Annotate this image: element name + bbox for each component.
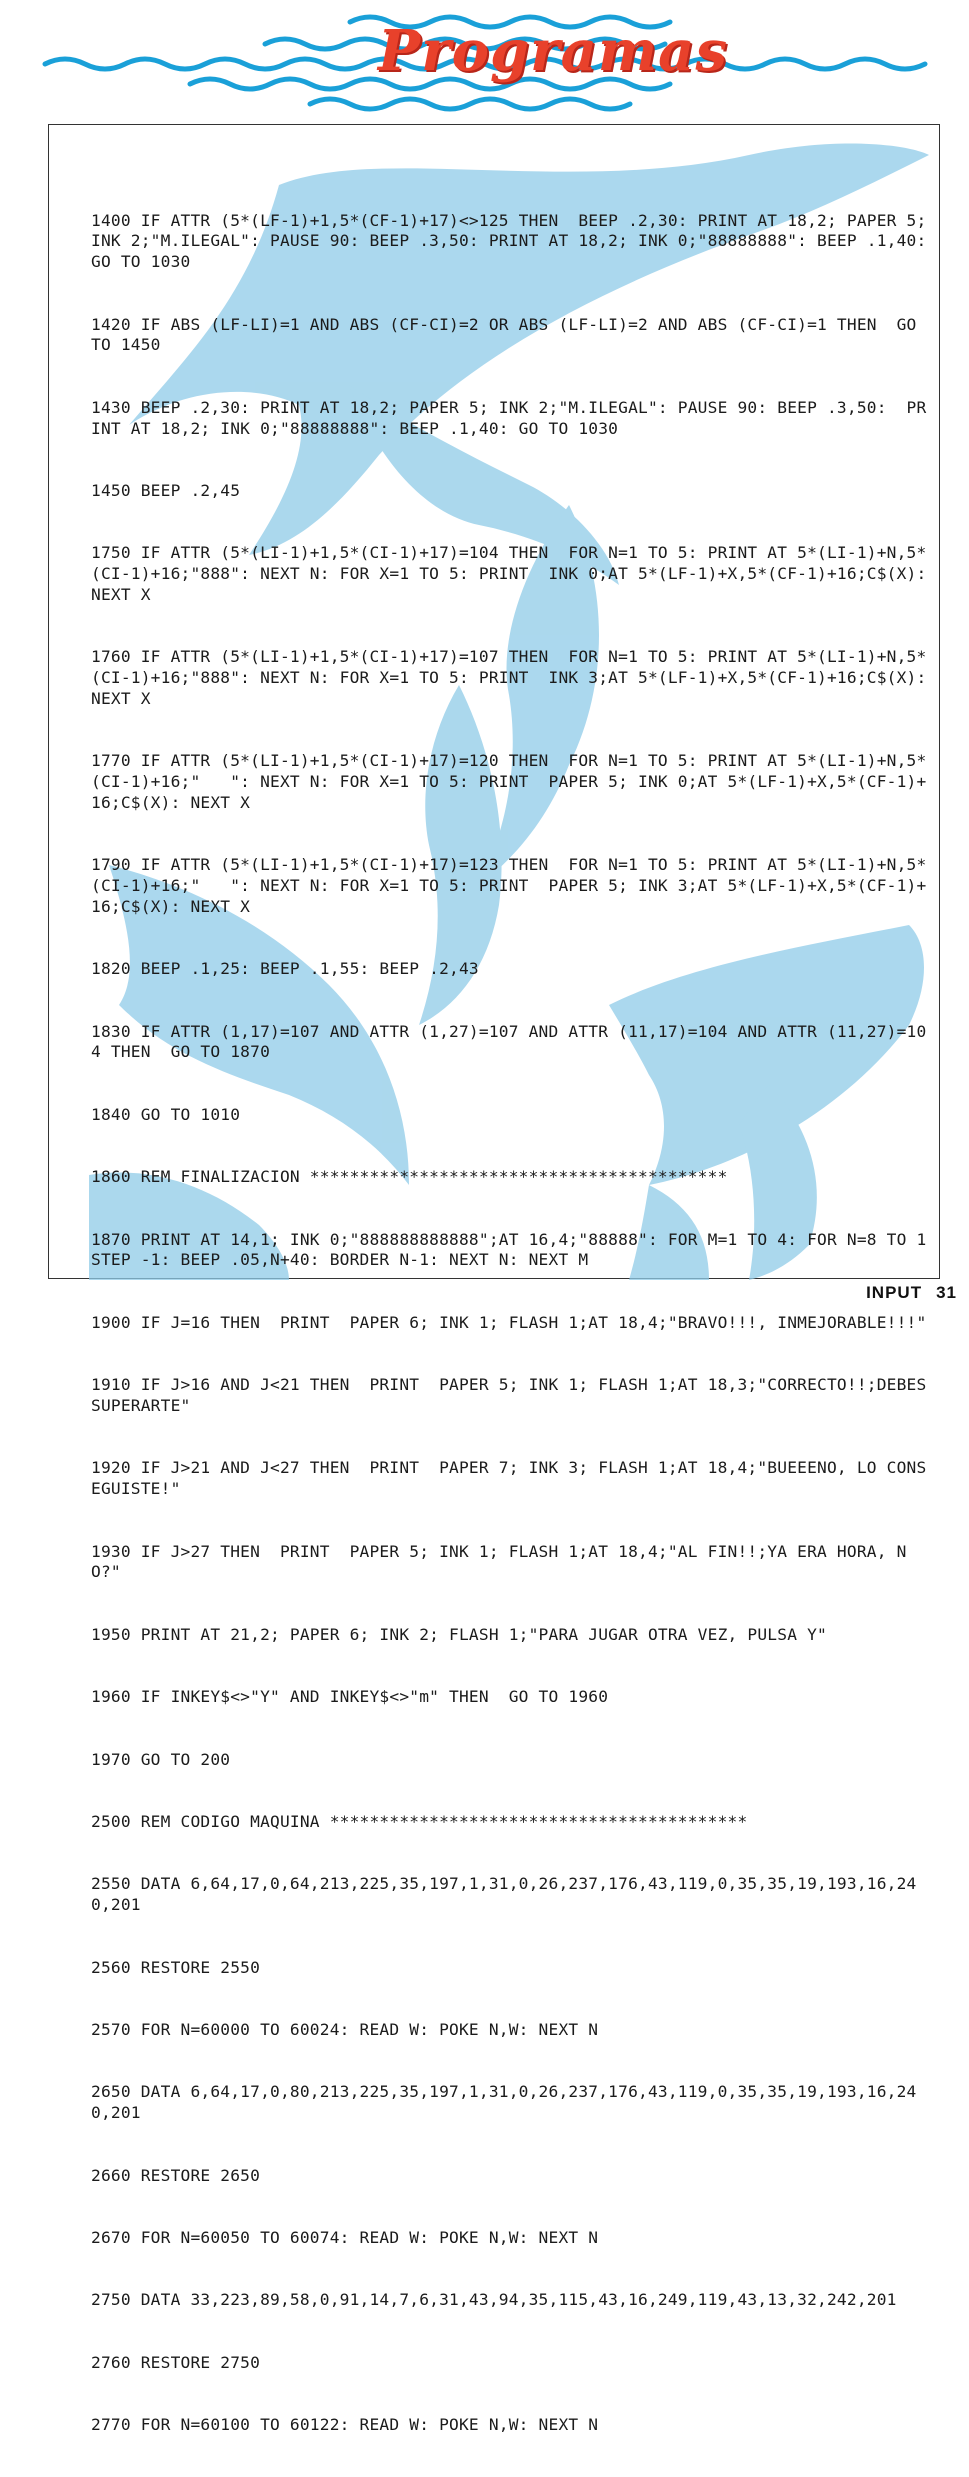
listing-line: 1970 GO TO 200 <box>91 1749 231 1769</box>
page-number: 31 <box>936 1283 957 1302</box>
listing-line: 1910 IF J>16 AND J<21 THEN PRINT PAPER 5; INK 1; FLASH 1;AT 18,3;"CORRECTO!!;DEBES SUPERARTE" <box>91 1375 937 1416</box>
listing-line: 2560 RESTORE 2550 <box>91 1957 261 1977</box>
listing-line: 1920 IF J>21 AND J<27 THEN PRINT PAPER 7; INK 3; FLASH 1;AT 18,4;"BUEEENO, LO CONSEGUISTE!" <box>91 1458 927 1499</box>
listing-line: 2750 DATA 33,223,89,58,0,91,14,7,6,31,43,94,35,115,43,16,249,119,43,13,32,242,201 <box>91 2290 897 2310</box>
section-title: Programas <box>378 18 728 84</box>
listing-line: 2770 FOR N=60100 TO 60122: READ W: POKE N,W: NEXT N <box>91 2415 599 2435</box>
listing-line: 1750 IF ATTR (5*(LI-1)+1,5*(CI-1)+17)=104 THEN FOR N=1 TO 5: PRINT AT 5*(LI-1)+N,5*(CI-1)+16;"888": NEXT N: FOR X=1 TO 5: PRINT INK 0;AT 5*(LF-1)+X,5*(CF-1)+16;C$(X): NEXT X <box>91 543 937 604</box>
listing-line: 1960 IF INKEY$<>"Y" AND INKEY$<>"m" THEN GO TO 1960 <box>91 1687 609 1707</box>
listing-line: 1930 IF J>27 THEN PRINT PAPER 5; INK 1; FLASH 1;AT 18,4;"AL FIN!!;YA ERA HORA, NO?" <box>91 1541 907 1582</box>
listing-line: 2760 RESTORE 2750 <box>91 2352 261 2372</box>
listing-line: 1420 IF ABS (LF-LI)=1 AND ABS (CF-CI)=2 OR ABS (LF-LI)=2 AND ABS (CF-CI)=1 THEN GO TO 1450 <box>91 314 927 355</box>
listing-line: 1830 IF ATTR (1,17)=107 AND ATTR (1,27)=107 AND ATTR (11,17)=104 AND ATTR (11,27)=104 THEN GO TO 1870 <box>91 1021 927 1062</box>
listing-line: 2500 REM CODIGO MAQUINA ****************************************** <box>91 1811 748 1831</box>
listing-line: 1760 IF ATTR (5*(LI-1)+1,5*(CI-1)+17)=107 THEN FOR N=1 TO 5: PRINT AT 5*(LI-1)+N,5*(CI-1)+16;"888": NEXT N: FOR X=1 TO 5: PRINT INK 3;AT 5*(LF-1)+X,5*(CF-1)+16;C$(X): NEXT X <box>91 647 937 708</box>
magazine-name: INPUT <box>866 1283 923 1302</box>
page-footer <box>866 1283 957 1303</box>
listing-line: 1430 BEEP .2,30: PRINT AT 18,2; PAPER 5; INK 2;"M.ILEGAL": PAUSE 90: BEEP .3,50: PRINT AT 18,2; INK 0;"88888888": BEEP .1,40: GO TO 1030 <box>91 397 927 438</box>
basic-listing <box>91 169 937 2477</box>
listing-line: 2660 RESTORE 2650 <box>91 2165 261 2185</box>
listing-line: 1840 GO TO 1010 <box>91 1104 241 1124</box>
listing-line: 1450 BEEP .2,45 <box>91 480 241 500</box>
listing-line: 2550 DATA 6,64,17,0,64,213,225,35,197,1,31,0,26,237,176,43,119,0,35,35,19,193,16,240,201 <box>91 1874 917 1915</box>
listing-line: 1820 BEEP .1,25: BEEP .1,55: BEEP .2,43 <box>91 959 479 979</box>
listing-line: 1870 PRINT AT 14,1; INK 0;"888888888888";AT 16,4;"88888": FOR M=1 TO 4: FOR N=8 TO 1 STEP -1: BEEP .05,N+40: BORDER N-1: NEXT N: NEXT M <box>91 1229 937 1270</box>
listing-line: 2570 FOR N=60000 TO 60024: READ W: POKE N,W: NEXT N <box>91 2019 599 2039</box>
listing-line: 1900 IF J=16 THEN PRINT PAPER 6; INK 1; FLASH 1;AT 18,4;"BRAVO!!!, INMEJORABLE!!!" <box>91 1312 927 1332</box>
listing-line: 1950 PRINT AT 21,2; PAPER 6; INK 2; FLASH 1;"PARA JUGAR OTRA VEZ, PULSA Y" <box>91 1624 827 1644</box>
listing-line: 1400 IF ATTR (5*(LF-1)+1,5*(CF-1)+17)<>125 THEN BEEP .2,30: PRINT AT 18,2; PAPER 5; INK 2;"M.ILEGAL": PAUSE 90: BEEP .3,50: PRINT AT 18,2; INK 0;"88888888": BEEP .1,40: GO TO 1030 <box>91 210 937 272</box>
listing-line: 2670 FOR N=60050 TO 60074: READ W: POKE N,W: NEXT N <box>91 2227 599 2247</box>
listing-line: 2650 DATA 6,64,17,0,80,213,225,35,197,1,31,0,26,237,176,43,119,0,35,35,19,193,16,240,201 <box>91 2082 917 2123</box>
listing-line: 1790 IF ATTR (5*(LI-1)+1,5*(CI-1)+17)=123 THEN FOR N=1 TO 5: PRINT AT 5*(LI-1)+N,5*(CI-1)+16;" ": NEXT N: FOR X=1 TO 5: PRINT PAPER 5; INK 3;AT 5*(LF-1)+X,5*(CF-1)+16;C$(X): NEXT X <box>91 855 927 916</box>
page-header <box>0 0 969 120</box>
listing-line: 1860 REM FINALIZACION ****************************************** <box>91 1167 728 1187</box>
listing-line: 1770 IF ATTR (5*(LI-1)+1,5*(CI-1)+17)=120 THEN FOR N=1 TO 5: PRINT AT 5*(LI-1)+N,5*(CI-1)+16;" ": NEXT N: FOR X=1 TO 5: PRINT PAPER 5; INK 0;AT 5*(LF-1)+X,5*(CF-1)+16;C$(X): NEXT X <box>91 751 927 812</box>
